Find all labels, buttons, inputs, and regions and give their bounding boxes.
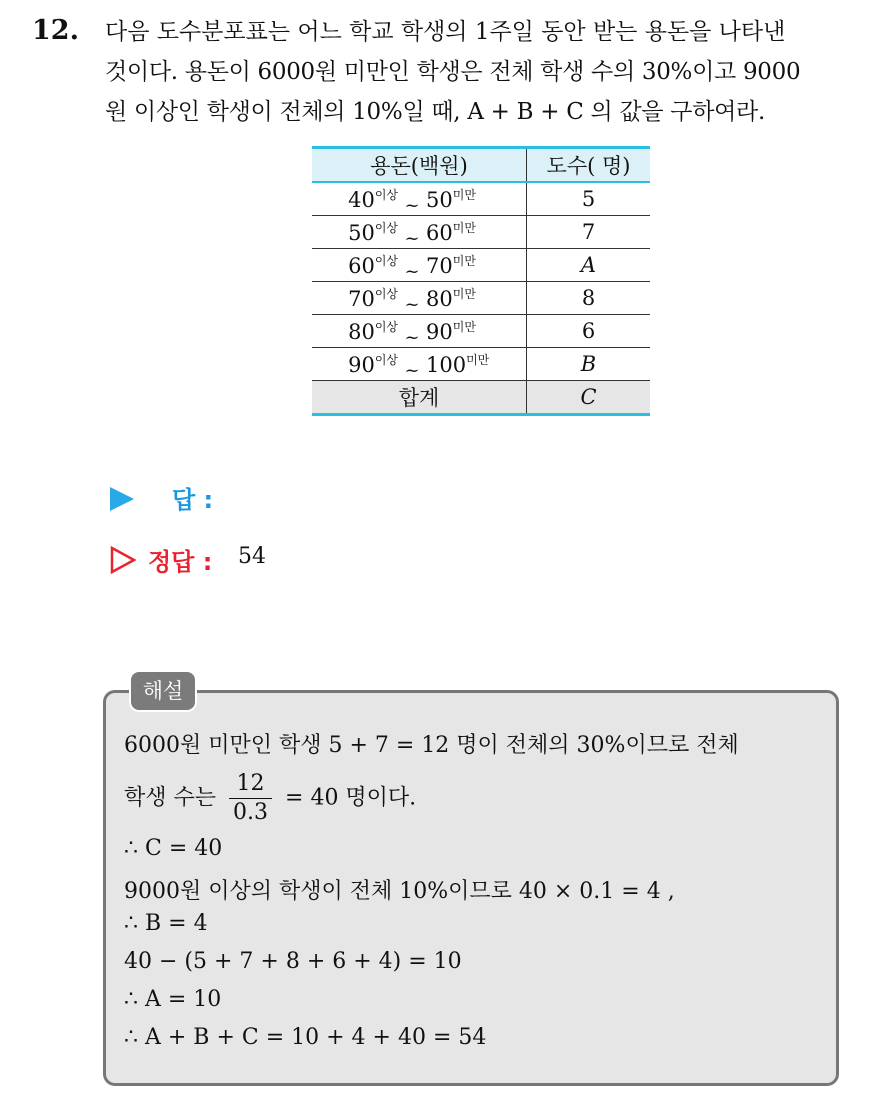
count-cell: 7 — [527, 216, 651, 249]
range-lower: $60^{이상}$ — [348, 254, 398, 278]
range-lower: $50^{이상}$ — [348, 221, 398, 245]
header-allowance: 용돈(백원) — [312, 148, 527, 183]
explanation-line: ∴ B = 4 — [124, 911, 208, 936]
range-tilde: ~ — [404, 360, 420, 381]
range-tilde: ~ — [404, 228, 420, 249]
range-lower: $70^{이상}$ — [348, 287, 398, 311]
table-row — [312, 315, 650, 348]
table-row — [312, 348, 650, 381]
count-cell: 5 — [527, 182, 651, 216]
correct-answer-label: 정답 : — [148, 548, 213, 576]
fraction-numerator: 12 — [229, 770, 272, 799]
range-lower: $80^{이상}$ — [348, 320, 398, 344]
explanation-line: ∴ A + B + C = 10 + 4 + 40 = 54 — [124, 1025, 487, 1050]
fraction-denominator: 0.3 — [233, 800, 269, 825]
question-text — [105, 12, 875, 132]
range-upper: $100^{미만}$ — [426, 353, 490, 377]
explanation-text: = 40 명이다. — [285, 785, 417, 811]
explanation-line: 9000원 이상의 학생이 전체 10%이므로 40 × 0.1 = 4 , — [124, 879, 675, 904]
range-lower: $90^{이상}$ — [348, 353, 398, 377]
count-cell: A — [527, 249, 651, 282]
correct-answer-section — [110, 540, 410, 580]
table-row — [312, 216, 650, 249]
table-row — [312, 182, 650, 216]
table-row — [312, 249, 650, 282]
question-number: 12. — [32, 15, 79, 46]
range-tilde: ~ — [404, 261, 420, 282]
play-triangle-icon — [110, 487, 134, 511]
question-line: 다음 도수분포표는 어느 학교 학생의 1주일 동안 받는 용돈을 나타낸 — [105, 19, 786, 45]
total-value: C — [527, 381, 651, 415]
explanation-line: 40 − (5 + 7 + 8 + 6 + 4) = 10 — [124, 949, 462, 974]
explanation-line: ∴ C = 40 — [124, 836, 223, 861]
range-tilde: ~ — [404, 195, 420, 216]
frequency-table — [312, 146, 650, 416]
explanation-text: 학생 수는 — [124, 785, 217, 811]
header-frequency: 도수( 명) — [527, 148, 651, 183]
table-row — [312, 282, 650, 315]
count-cell: 8 — [527, 282, 651, 315]
fraction — [229, 770, 272, 827]
range-cell — [312, 249, 527, 282]
outline-triangle-icon — [110, 546, 136, 574]
explanation-line: ∴ A = 10 — [124, 987, 222, 1012]
range-upper: $80^{미만}$ — [426, 287, 476, 311]
range-cell — [312, 282, 527, 315]
count-cell: B — [527, 348, 651, 381]
range-cell — [312, 348, 527, 381]
question-line: 원 이상인 학생이 전체의 10%일 때, A + B + C 의 값을 구하여라. — [105, 99, 765, 125]
range-lower: $40^{이상}$ — [348, 188, 398, 212]
range-cell — [312, 182, 527, 216]
count-cell: 6 — [527, 315, 651, 348]
explanation-line-fraction — [124, 770, 416, 827]
range-cell — [312, 216, 527, 249]
explanation-line: 6000원 미만인 학생 5 + 7 = 12 명이 전체의 30%이므로 전체 — [124, 733, 739, 758]
range-upper: $50^{미만}$ — [426, 188, 476, 212]
range-upper: $90^{미만}$ — [426, 320, 476, 344]
range-cell — [312, 315, 527, 348]
total-row — [312, 381, 650, 415]
range-upper: $70^{미만}$ — [426, 254, 476, 278]
answer-label: 답 : — [172, 486, 214, 514]
range-tilde: ~ — [404, 327, 420, 348]
range-tilde: ~ — [404, 294, 420, 315]
total-label: 합계 — [312, 381, 527, 415]
question-line: 것이다. 용돈이 6000원 미만인 학생은 전체 학생 수의 30%이고 9000 — [105, 59, 801, 85]
explanation-tag: 해설 — [129, 670, 197, 712]
range-upper: $60^{미만}$ — [426, 221, 476, 245]
correct-answer-value: 54 — [238, 544, 266, 569]
table-header-row — [312, 148, 650, 183]
